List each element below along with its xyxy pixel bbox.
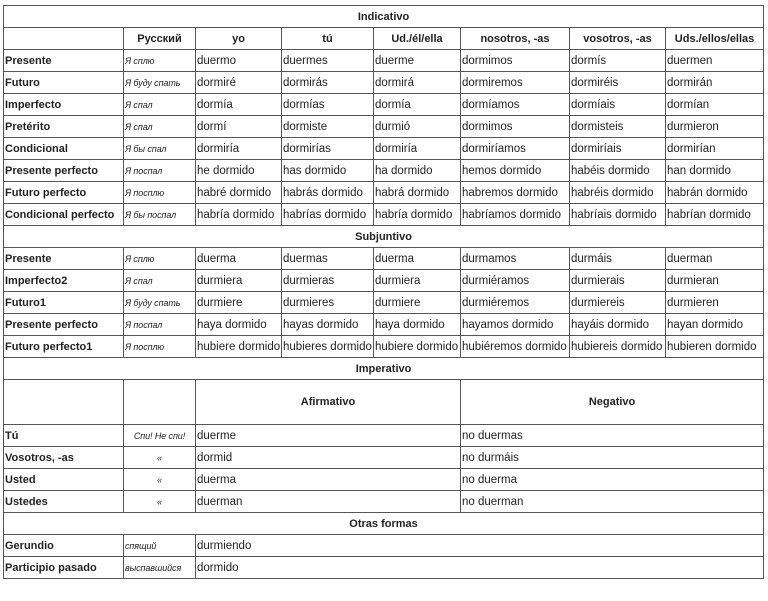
indicativo-form-cell: dormirían [666,138,764,160]
subjuntivo-form-cell: hayan dormido [666,314,764,336]
column-header-row [4,28,764,50]
indicativo-form-cell: dormíais [570,94,666,116]
imperativo-person-label: Vosotros, -as [4,447,124,469]
header-vosotros: vosotros, -as [570,28,666,50]
subjuntivo-tense-label: Presente perfecto [4,314,124,336]
indicativo-form-cell: habréis dormido [570,182,666,204]
imperativo-afirmativo-cell: duerme [196,425,461,447]
subjuntivo-form-cell: haya dormido [374,314,461,336]
indicativo-form-cell: durmieron [666,116,764,138]
indicativo-tense-label: Futuro perfecto [4,182,124,204]
indicativo-tense-label: Pretérito [4,116,124,138]
imperativo-negativo-cell: no durmáis [461,447,764,469]
subjuntivo-form-cell: hayas dormido [282,314,374,336]
subjuntivo-form-cell: durmieres [282,292,374,314]
subjuntivo-form-cell: hubieren dormido [666,336,764,358]
indicativo-form-cell: dormía [374,94,461,116]
subjuntivo-form-cell: hubiere dormido [374,336,461,358]
subjuntivo-row [4,314,764,336]
subjuntivo-russian-gloss: Я спал [124,270,196,292]
indicativo-form-cell: dormimos [461,116,570,138]
conjugation-table-body [4,6,764,579]
imperativo-row [4,447,764,469]
subjuntivo-tense-label: Futuro perfecto1 [4,336,124,358]
indicativo-russian-gloss: Я буду спать [124,72,196,94]
otras-form-label: Gerundio [4,535,124,557]
indicativo-russian-gloss: Я посплю [124,182,196,204]
indicativo-russian-gloss: Я бы спал [124,138,196,160]
indicativo-tense-label: Condicional perfecto [4,204,124,226]
indicativo-form-cell: habríais dormido [570,204,666,226]
header-nosotros: nosotros, -as [461,28,570,50]
subjuntivo-row [4,292,764,314]
imperativo-row [4,491,764,513]
indicativo-russian-gloss: Я поспал [124,160,196,182]
subjuntivo-form-cell: durmiéremos [461,292,570,314]
subjuntivo-row [4,336,764,358]
indicativo-form-cell: habéis dormido [570,160,666,182]
imperativo-russian-gloss: « [124,469,196,491]
indicativo-form-cell: han dormido [666,160,764,182]
indicativo-form-cell: hemos dormido [461,160,570,182]
indicativo-form-cell: dormirán [666,72,764,94]
conjugation-table-container [3,5,764,579]
imperativo-header-blank-ru [124,380,196,425]
imperativo-person-label: Ustedes [4,491,124,513]
indicativo-form-cell: dormiré [196,72,282,94]
imperativo-row [4,469,764,491]
indicativo-russian-gloss: Я спал [124,116,196,138]
afirmativo-header: Afirmativo [196,380,461,425]
subjuntivo-title: Subjuntivo [4,226,764,248]
indicativo-form-cell: dormíamos [461,94,570,116]
subjuntivo-form-cell: duerma [196,248,282,270]
subjuntivo-form-cell: durmiereis [570,292,666,314]
indicativo-form-cell: ha dormido [374,160,461,182]
subjuntivo-form-cell: duerman [666,248,764,270]
indicativo-form-cell: duermen [666,50,764,72]
subjuntivo-form-cell: durmiere [196,292,282,314]
imperativo-afirmativo-cell: dormid [196,447,461,469]
indicativo-form-cell: has dormido [282,160,374,182]
indicativo-form-cell: habremos dormido [461,182,570,204]
indicativo-form-cell: duermes [282,50,374,72]
subjuntivo-russian-gloss: Я поспал [124,314,196,336]
subjuntivo-form-cell: durmiéramos [461,270,570,292]
indicativo-row [4,94,764,116]
subjuntivo-form-cell: duerma [374,248,461,270]
indicativo-form-cell: habrías dormido [282,204,374,226]
indicativo-title: Indicativo [4,6,764,28]
otras-form-cell: dormido [196,557,764,579]
indicativo-form-cell: habré dormido [196,182,282,204]
indicativo-form-cell: dormiremos [461,72,570,94]
indicativo-row [4,204,764,226]
imperativo-afirmativo-cell: duerma [196,469,461,491]
indicativo-form-cell: he dormido [196,160,282,182]
indicativo-form-cell: habrá dormido [374,182,461,204]
subjuntivo-form-cell: durmieras [282,270,374,292]
subjuntivo-form-cell: durmiera [374,270,461,292]
indicativo-form-cell: dormís [570,50,666,72]
indicativo-form-cell: dormía [196,94,282,116]
indicativo-form-cell: habría dormido [374,204,461,226]
indicativo-tense-label: Futuro [4,72,124,94]
imperativo-negativo-cell: no duermas [461,425,764,447]
otras-row [4,535,764,557]
indicativo-row [4,182,764,204]
indicativo-form-cell: dormiría [374,138,461,160]
indicativo-form-cell: dormiríamos [461,138,570,160]
indicativo-form-cell: dormiréis [570,72,666,94]
header-russian: Русский [124,28,196,50]
indicativo-form-cell: dormirá [374,72,461,94]
imperativo-header-row [4,380,764,425]
otras-title: Otras formas [4,513,764,535]
indicativo-form-cell: dormían [666,94,764,116]
conjugation-table [3,5,764,579]
indicativo-form-cell: habrían dormido [666,204,764,226]
header-yo: yo [196,28,282,50]
subjuntivo-tense-label: Futuro1 [4,292,124,314]
indicativo-row [4,116,764,138]
subjuntivo-form-cell: hubieres dormido [282,336,374,358]
header-tu: tú [282,28,374,50]
subjuntivo-form-cell: durmiere [374,292,461,314]
indicativo-row [4,138,764,160]
subjuntivo-form-cell: durmiera [196,270,282,292]
subjuntivo-row [4,248,764,270]
imperativo-russian-gloss: « [124,491,196,513]
indicativo-tense-label: Condicional [4,138,124,160]
indicativo-row [4,160,764,182]
imperativo-title: Imperativo [4,358,764,380]
subjuntivo-russian-gloss: Я сплю [124,248,196,270]
indicativo-tense-label: Presente [4,50,124,72]
imperativo-row [4,425,764,447]
indicativo-form-cell: dormiría [196,138,282,160]
subjuntivo-form-cell: haya dormido [196,314,282,336]
otras-section-row [4,513,764,535]
indicativo-form-cell: dormiste [282,116,374,138]
indicativo-row [4,72,764,94]
subjuntivo-row [4,270,764,292]
subjuntivo-form-cell: durmieren [666,292,764,314]
otras-form-cell: durmiendo [196,535,764,557]
header-blank [4,28,124,50]
indicativo-form-cell: dormisteis [570,116,666,138]
subjuntivo-tense-label: Presente [4,248,124,270]
indicativo-form-cell: habría dormido [196,204,282,226]
imperativo-afirmativo-cell: duerman [196,491,461,513]
indicativo-form-cell: duerme [374,50,461,72]
subjuntivo-russian-gloss: Я посплю [124,336,196,358]
header-usted: Ud./él/ella [374,28,461,50]
indicativo-form-cell: durmió [374,116,461,138]
indicativo-russian-gloss: Я сплю [124,50,196,72]
indicativo-form-cell: habrán dormido [666,182,764,204]
subjuntivo-form-cell: durmierais [570,270,666,292]
imperativo-section-row [4,358,764,380]
subjuntivo-tense-label: Imperfecto2 [4,270,124,292]
otras-form-label: Participio pasado [4,557,124,579]
header-ustedes: Uds./ellos/ellas [666,28,764,50]
indicativo-russian-gloss: Я бы поспал [124,204,196,226]
imperativo-header-blank [4,380,124,425]
indicativo-form-cell: habríamos dormido [461,204,570,226]
imperativo-person-label: Tú [4,425,124,447]
imperativo-russian-gloss: « [124,447,196,469]
subjuntivo-form-cell: hubiéremos dormido [461,336,570,358]
negativo-header: Negativo [461,380,764,425]
subjuntivo-form-cell: hubiere dormido [196,336,282,358]
indicativo-form-cell: dormimos [461,50,570,72]
subjuntivo-form-cell: duermas [282,248,374,270]
indicativo-form-cell: dormías [282,94,374,116]
imperativo-russian-gloss: Спи! Не спи! [124,425,196,447]
subjuntivo-form-cell: durmieran [666,270,764,292]
indicativo-form-cell: dormiríais [570,138,666,160]
indicativo-tense-label: Imperfecto [4,94,124,116]
indicativo-form-cell: habrás dormido [282,182,374,204]
imperativo-negativo-cell: no duerma [461,469,764,491]
otras-row [4,557,764,579]
indicativo-form-cell: dormirías [282,138,374,160]
subjuntivo-form-cell: durmáis [570,248,666,270]
indicativo-section-row [4,6,764,28]
otras-russian-gloss: спящий [124,535,196,557]
indicativo-row [4,50,764,72]
imperativo-person-label: Usted [4,469,124,491]
indicativo-tense-label: Presente perfecto [4,160,124,182]
indicativo-form-cell: dormí [196,116,282,138]
subjuntivo-form-cell: durmamos [461,248,570,270]
subjuntivo-form-cell: hayáis dormido [570,314,666,336]
subjuntivo-russian-gloss: Я буду спать [124,292,196,314]
subjuntivo-form-cell: hayamos dormido [461,314,570,336]
subjuntivo-form-cell: hubiereis dormido [570,336,666,358]
subjuntivo-section-row [4,226,764,248]
indicativo-russian-gloss: Я спал [124,94,196,116]
imperativo-negativo-cell: no duerman [461,491,764,513]
indicativo-form-cell: duermo [196,50,282,72]
otras-russian-gloss: выспавшийся [124,557,196,579]
indicativo-form-cell: dormirás [282,72,374,94]
